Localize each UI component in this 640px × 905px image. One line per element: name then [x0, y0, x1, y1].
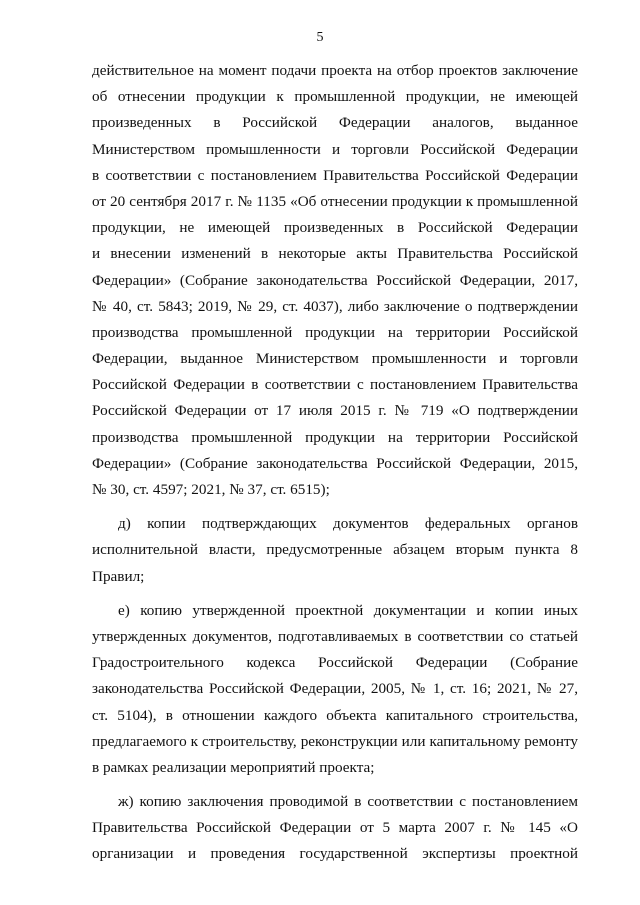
page-number: 5 [316, 30, 324, 45]
paragraph-item-zh [92, 789, 578, 868]
text-line: Федерации» (Собрание законодательства Российской Федерации, 2017, [92, 271, 578, 289]
text-line: производства промышленной продукции на территории Российской [92, 323, 578, 341]
text-line: ст. 5104), в отношении каждого объекта капитального строительства, [92, 706, 578, 724]
text-line: об отнесении продукции к промышленной продукции, не имеющей [92, 88, 578, 106]
text-line: утвержденных документов, подготавливаемых в соответствии со статьей [92, 627, 578, 645]
text-line: законодательства Российской Федерации, 2005, № 1, ст. 16; 2021, № 27, [92, 680, 578, 698]
text-line: Министерством промышленности и торговли Российской Федерации [92, 140, 578, 158]
paragraph-item-d [92, 511, 578, 590]
text-line: организации и проведения государственной экспертизы проектной [92, 845, 578, 863]
document-body [92, 58, 578, 868]
text-line: Российской Федерации от 17 июля 2015 г. № 719 «О подтверждении [92, 402, 578, 420]
text-line: в соответствии с постановлением Правительства Российской Федерации [92, 166, 578, 184]
text-line: ж) копию заключения проводимой в соответствии с постановлением [118, 793, 578, 811]
text-line: производства промышленной продукции на территории Российской [92, 428, 578, 446]
text-line: Федерации, выданное Министерством промышленности и торговли [92, 350, 578, 368]
text-line: от 20 сентября 2017 г. № 1135 «Об отнесении продукции к промышленной [92, 192, 578, 210]
text-line: предлагаемого к строительству, реконструкции или капитальному ремонту [92, 732, 578, 750]
text-line: и внесении изменений в некоторые акты Правительства Российской [92, 245, 578, 263]
text-line: № 30, ст. 4597; 2021, № 37, ст. 6515); [92, 481, 330, 498]
text-line: Правительства Российской Федерации от 5 марта 2007 г. № 145 «О [92, 819, 578, 837]
paragraph-item-e [92, 598, 578, 781]
text-line: исполнительной власти, предусмотренные абзацем вторым пункта 8 [92, 541, 578, 559]
text-line: Правил; [92, 567, 145, 585]
text-line: продукции, не имеющей произведенных в Российской Федерации [92, 219, 578, 237]
text-line: е) копию утвержденной проектной документации и копии иных [118, 601, 578, 619]
text-line: Федерации» (Собрание законодательства Российской Федерации, 2015, [92, 454, 578, 472]
paragraph-continuation [92, 58, 578, 503]
text-line: д) копии подтверждающих документов федеральных органов [118, 515, 578, 533]
text-line: Российской Федерации в соответствии с постановлением Правительства [92, 376, 578, 394]
text-line: № 40, ст. 5843; 2019, № 29, ст. 4037), либо заключение о подтверждении [92, 297, 578, 315]
text-line: действительное на момент подачи проекта на отбор проектов заключение [92, 62, 578, 79]
text-line: Градостроительного кодекса Российской Федерации (Собрание [92, 654, 578, 672]
text-line: произведенных в Российской Федерации аналогов, выданное [92, 114, 578, 132]
text-line: в рамках реализации мероприятий проекта; [92, 758, 375, 776]
